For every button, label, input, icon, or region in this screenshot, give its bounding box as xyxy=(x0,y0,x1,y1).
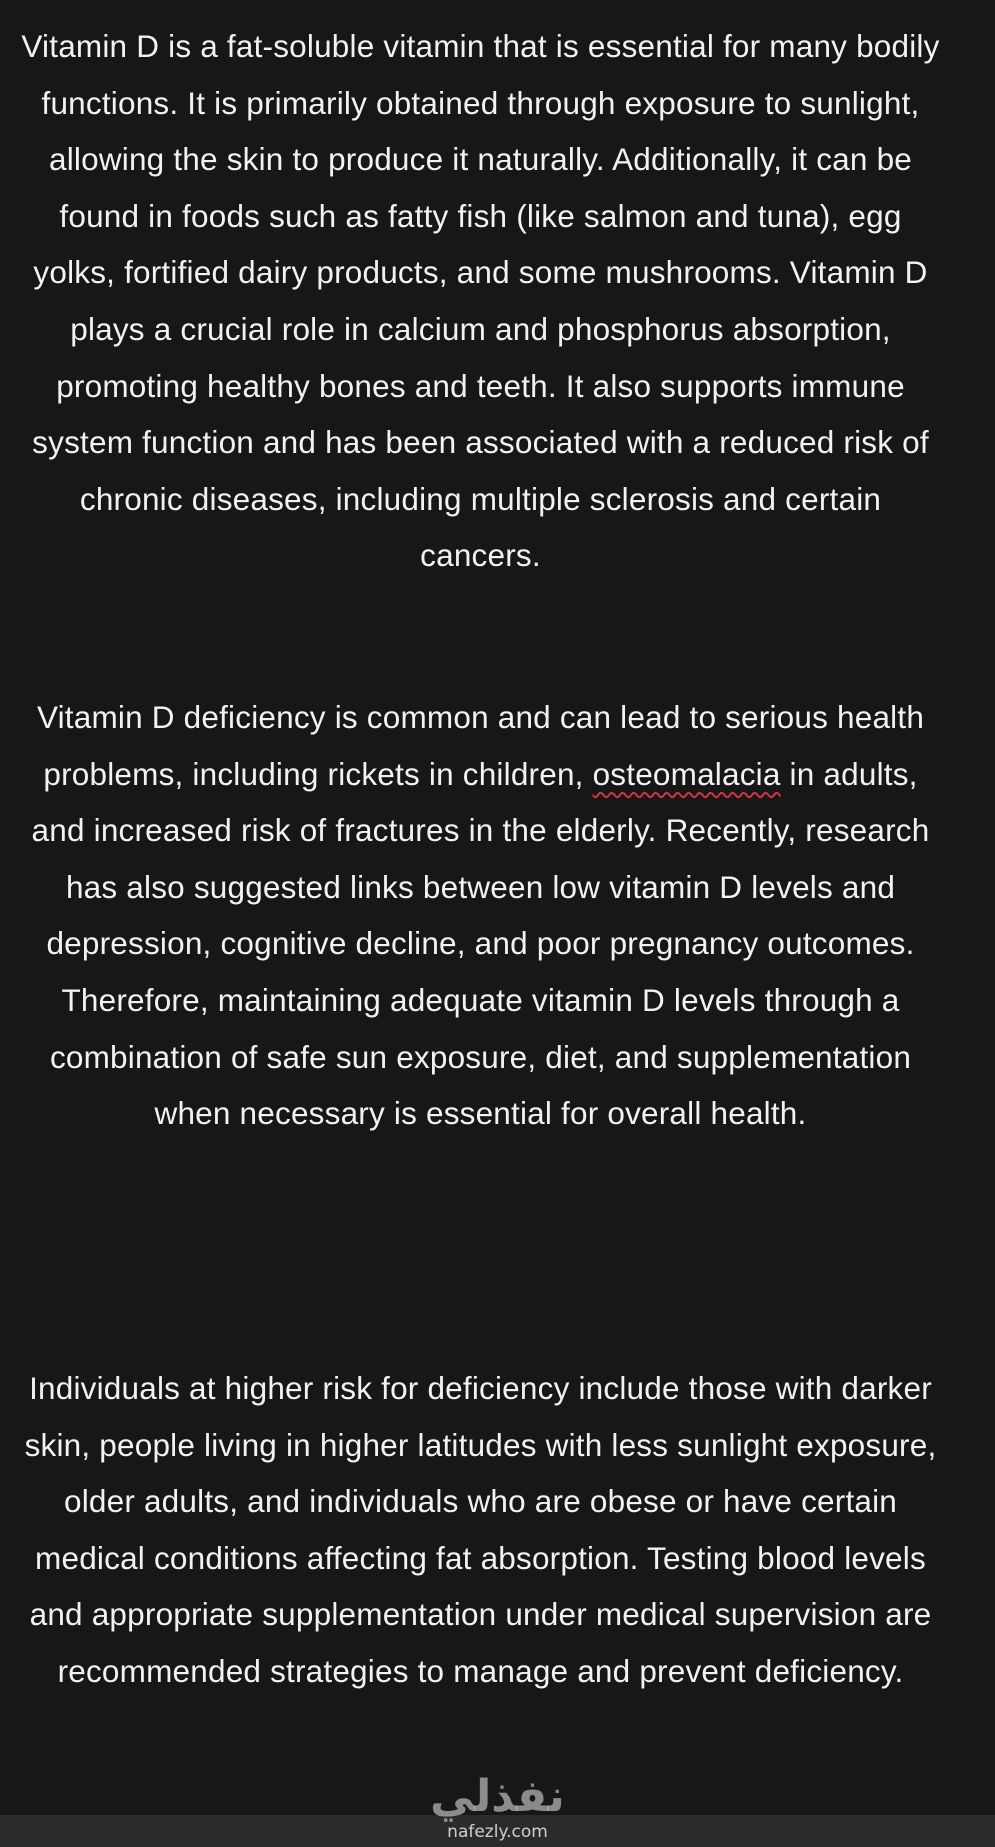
paragraph-text-end: in adults, and increased risk of fractures in the elderly. Recently, research has also suggested links between low vitamin D levels and depression, cognitive decline, and poor pregnancy outcomes. Therefore, maintaining adequate vitamin D levels through a combination of safe sun exposure, diet, and supplementation when necessary is essential for overall health. xyxy=(31,755,930,1132)
paragraph-vitamin-d-overview: Vitamin D is a fat-soluble vitamin that is essential for many bodily functions. It is primarily obtained through exposure to sunlight, allowing the skin to produce it naturally. Additionally, it can be found in foods such as fatty fish (like salmon and tuna), egg yolks, fortified dairy products, and some mushrooms. Vitamin D plays a crucial role in calcium and phosphorus absorption, promoting healthy bones and teeth. It also supports immune system function and has been associated with a reduced risk of chronic diseases, including multiple sclerosis and certain cancers. xyxy=(21,28,940,574)
spellcheck-flagged-word[interactable]: osteomalacia xyxy=(592,755,781,792)
bottom-bar xyxy=(0,1815,995,1847)
paragraph-text-start: Vitamin D deficiency is common and can lead to serious health problems, including rickets in children, xyxy=(36,699,925,792)
watermark-logo: نفذلي xyxy=(430,1771,565,1822)
paragraph-risk-groups: Individuals at higher risk for deficiency include those with darker skin, people living in higher latitudes with less sunlight exposure, older adults, and individuals who are obese or have certain medical conditions affecting fat absorption. Testing blood levels and appropriate supplementation under medical supervision are recommended strategies to manage and prevent deficiency. xyxy=(24,1370,937,1689)
watermark-url: nafezly.com xyxy=(447,1822,548,1842)
paragraph-vitamin-d-deficiency xyxy=(18,689,943,1142)
